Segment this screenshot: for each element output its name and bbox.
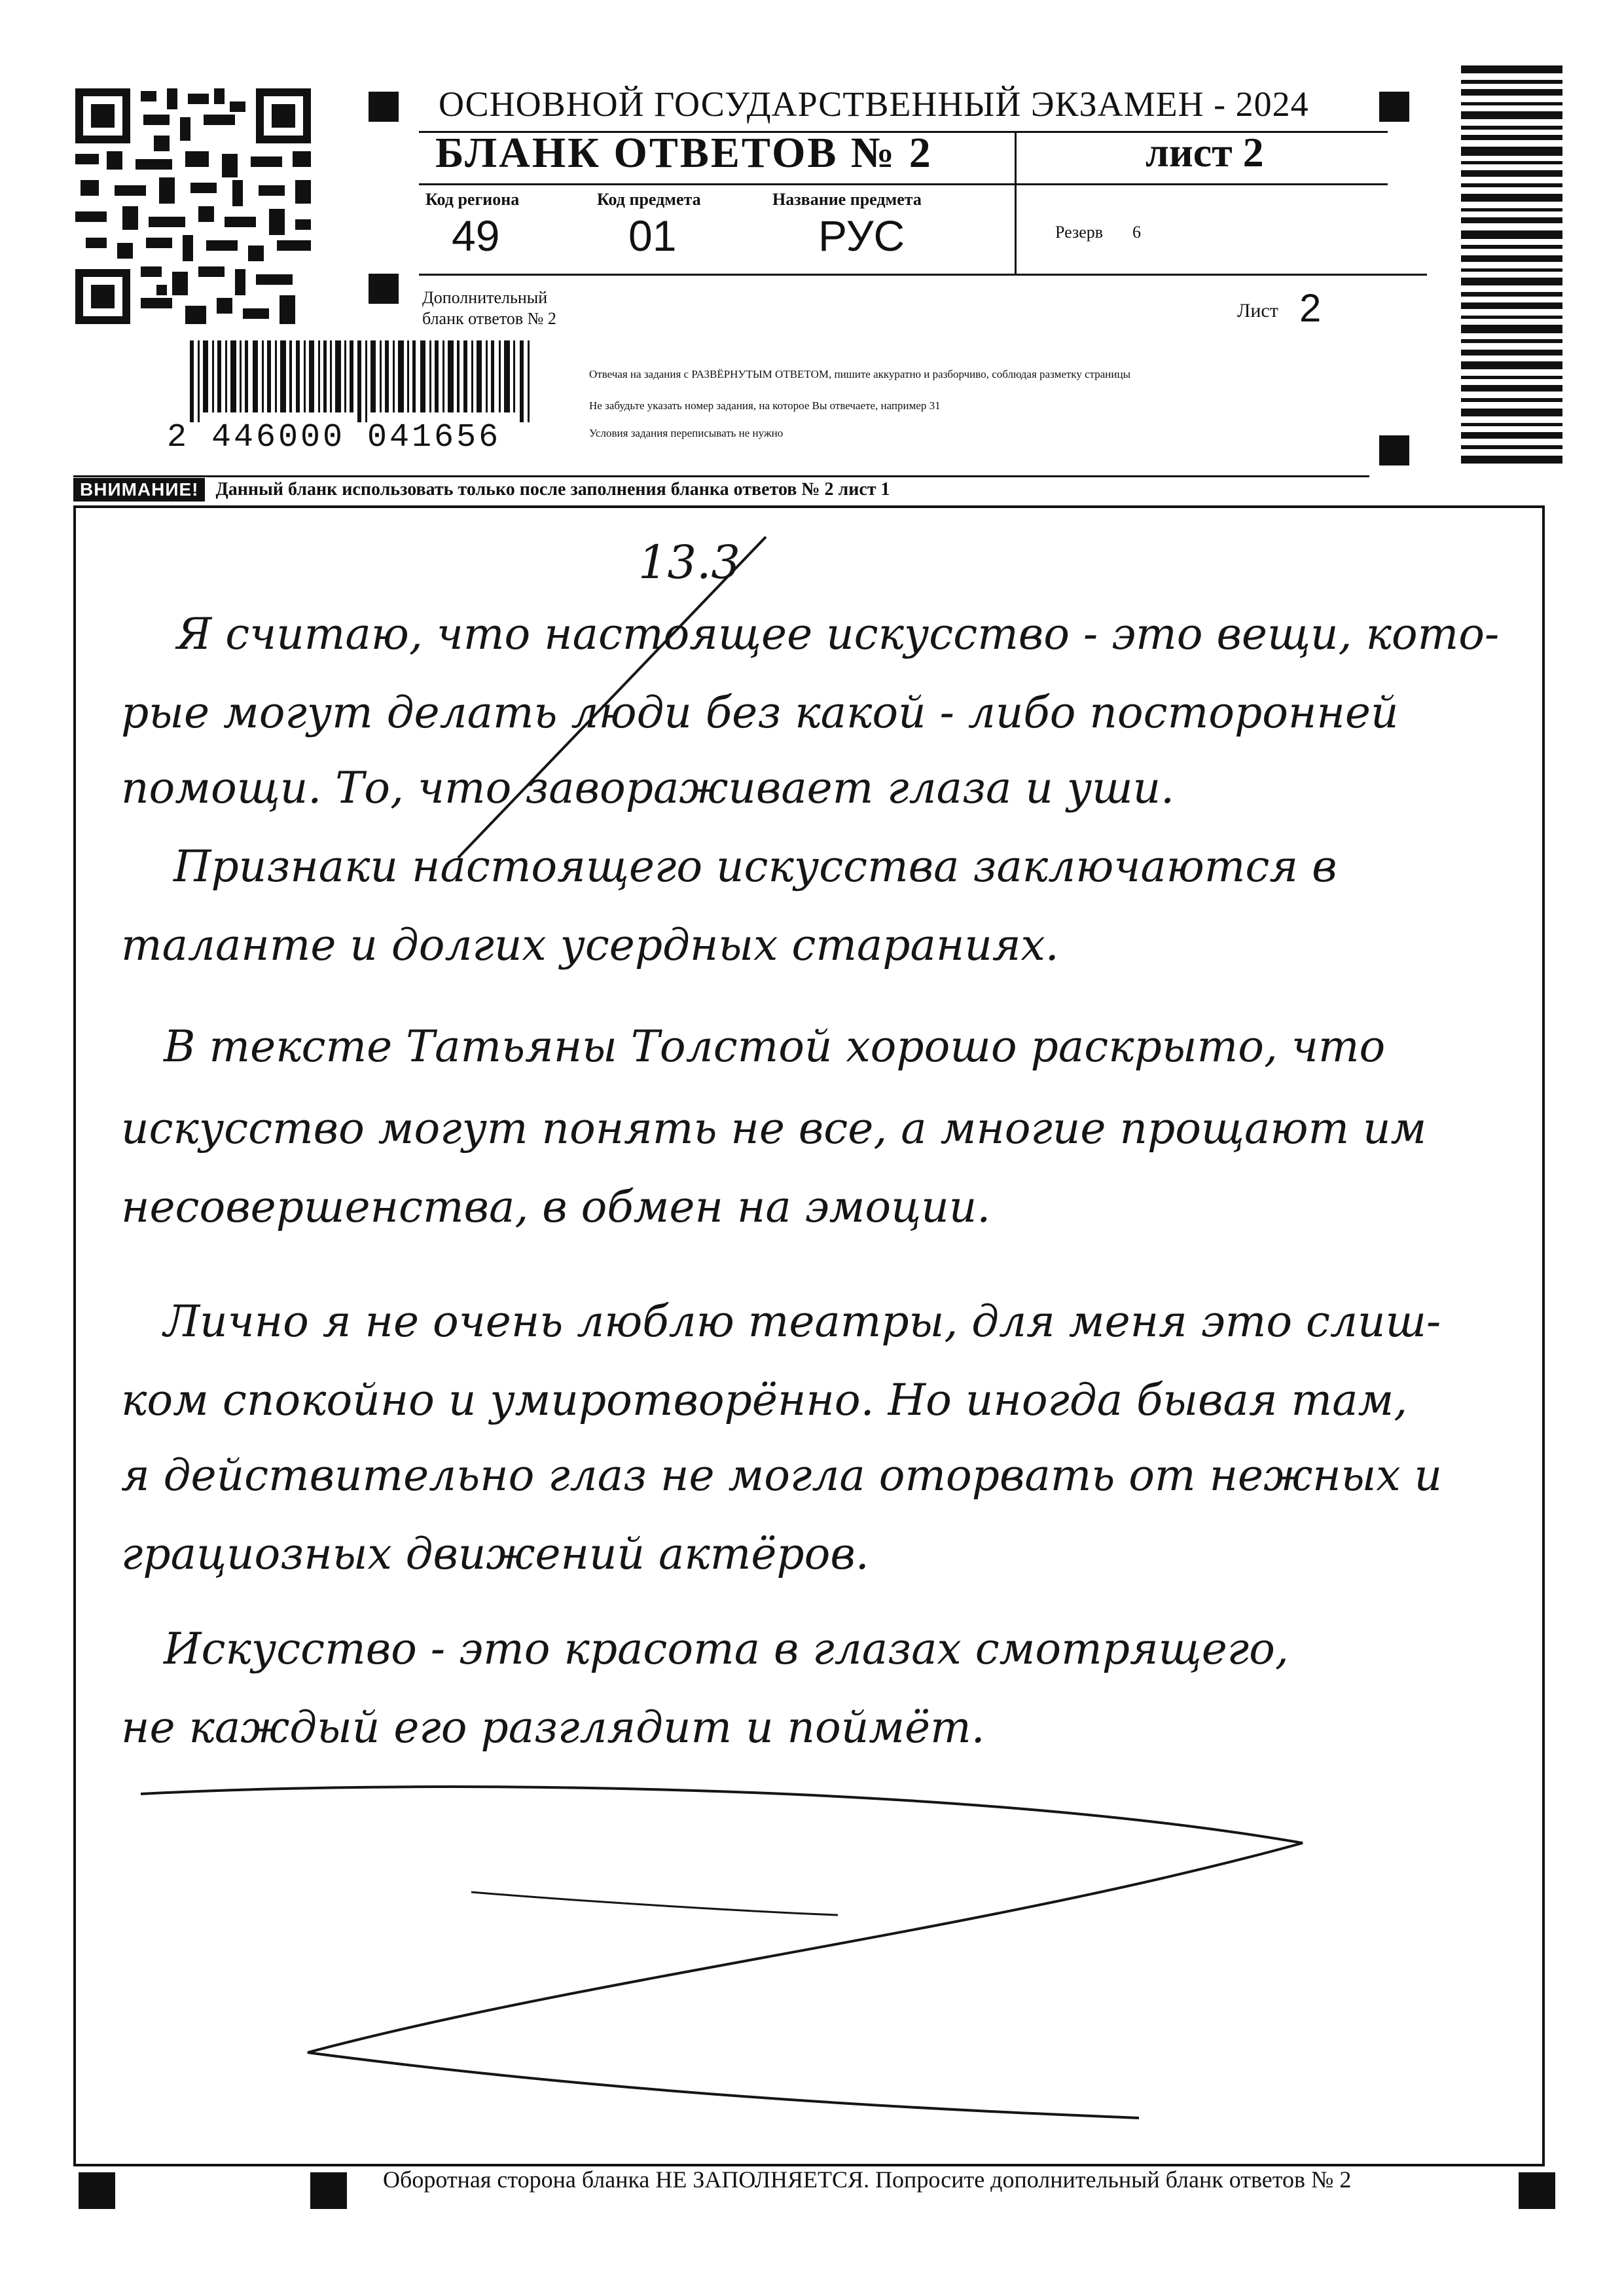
answer-line: ком спокойно и умиротворённо. Но иногда бывая там, — [121, 1375, 1408, 1425]
horizontal-barcode — [190, 340, 537, 422]
answer-line: несовершенства, в обмен на эмоции. — [121, 1182, 991, 1232]
extra-blank-label: Дополнительный — [422, 288, 548, 307]
registration-marker — [1519, 2172, 1555, 2209]
answer-line: грациозных движений актёров. — [121, 1529, 869, 1579]
sheet-value: 2 — [1299, 286, 1322, 330]
sheet-title: лист 2 — [1146, 129, 1264, 175]
reserve-label: Резерв — [1055, 223, 1104, 242]
subject-name-label: Название предмета — [772, 190, 922, 209]
reserve-value: 6 — [1132, 223, 1141, 242]
task-number: 13.3 — [638, 536, 740, 589]
registration-marker — [369, 274, 399, 304]
answer-line: не каждый его разглядит и поймёт. — [121, 1702, 985, 1753]
header-rule — [419, 183, 1388, 185]
exam-title: ОСНОВНОЙ ГОСУДАРСТВЕННЫЙ ЭКЗАМЕН - 2024 — [439, 84, 1309, 124]
answer-line: искусство могут понять не все, а многие прощают им — [121, 1103, 1427, 1154]
registration-marker — [310, 2172, 347, 2209]
answer-line: рые могут делать люди без какой - либо посторонней — [121, 687, 1399, 738]
vertical-barcode — [1461, 65, 1562, 471]
region-code-label: Код региона — [425, 190, 520, 209]
subject-name-value: РУС — [818, 211, 905, 260]
barcode-number: 2 446000 041656 — [167, 419, 501, 456]
answer-line: таланте и долгих усердных стараниях. — [121, 920, 1059, 970]
answer-line: я действительно глаз не могла оторвать от нежных и — [121, 1450, 1443, 1501]
instruction-text: Не забудьте указать номер задания, на которое Вы отвечаете, например 31 — [589, 399, 941, 412]
registration-marker — [79, 2172, 115, 2209]
region-code-value: 49 — [452, 211, 500, 260]
warning-row — [73, 478, 890, 504]
instruction-text: Отвечая на задания с РАЗВЁРНУТЫМ ОТВЕТОМ, пишите аккуратно и разборчиво, соблюдая разметку страницы — [589, 368, 1131, 380]
subject-code-label: Код предмета — [597, 190, 701, 209]
answer-line: Лично я не очень люблю театры, для меня это слиш- — [164, 1296, 1441, 1347]
header-bottom-rule — [73, 475, 1369, 477]
instruction-text: Условия задания переписывать не нужно — [589, 427, 784, 439]
header-rule — [419, 274, 1427, 276]
answer-line: В тексте Татьяны Толстой хорошо раскрыто, что — [164, 1021, 1386, 1072]
registration-marker — [1379, 92, 1409, 122]
registration-marker — [1379, 435, 1409, 465]
subject-code-value: 01 — [628, 211, 677, 260]
answer-line: помощи. То, что завораживает глаза и уши. — [121, 763, 1175, 813]
warning-badge: ВНИМАНИЕ! — [73, 478, 205, 502]
answer-line: Я считаю, что настоящее искусство - это вещи, кото- — [177, 609, 1500, 659]
header-divider — [1015, 131, 1017, 274]
registration-marker — [369, 92, 399, 122]
qr-code — [75, 88, 311, 324]
answer-line: Признаки настоящего искусства заключаются в — [173, 841, 1337, 892]
sheet-label: Лист — [1237, 300, 1278, 321]
extra-blank-label: бланк ответов № 2 — [422, 309, 556, 328]
blank-title: БЛАНК ОТВЕТОВ № 2 — [435, 129, 933, 177]
warning-text: Данный бланк использовать только после заполнения бланка ответов № 2 лист 1 — [215, 479, 890, 500]
footer-note: Оборотная сторона бланка НЕ ЗАПОЛНЯЕТСЯ. Попросите дополнительный бланк ответов № 2 — [383, 2166, 1352, 2193]
answer-line: Искусство - это красота в глазах смотрящего, — [164, 1624, 1289, 1674]
